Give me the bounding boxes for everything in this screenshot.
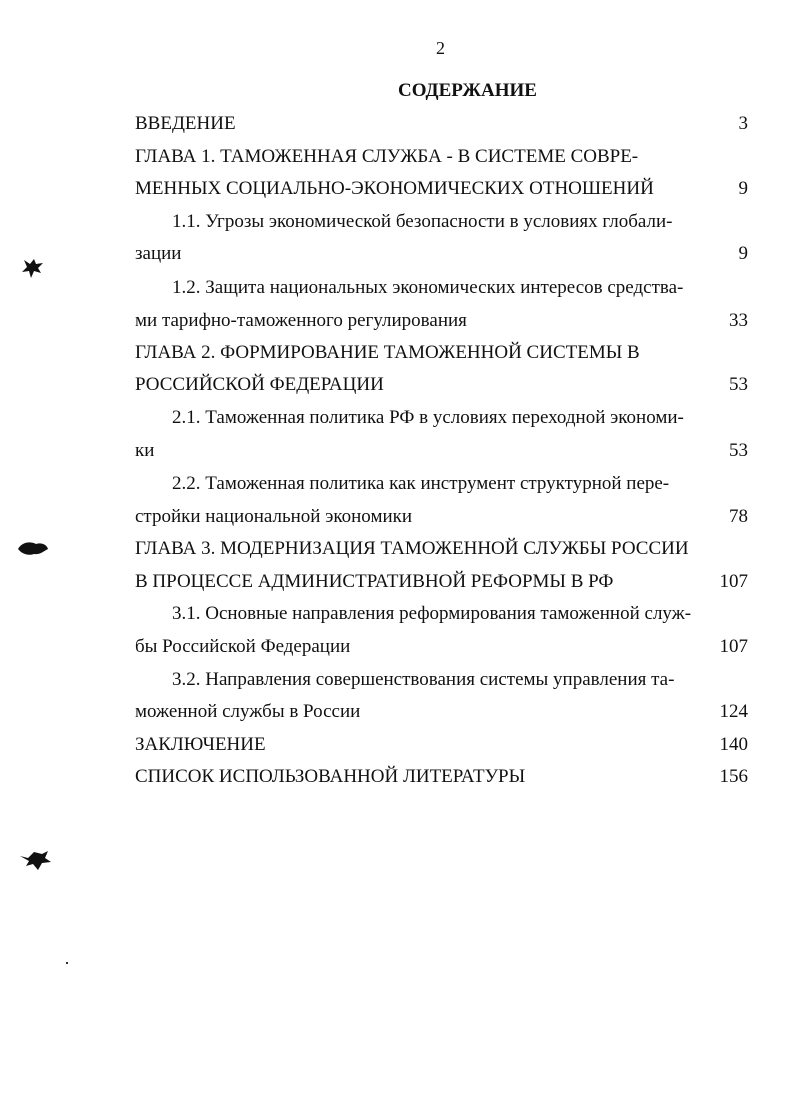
toc-entry-title-line1: 1.2. Защита национальных экономических интересов средства-	[172, 277, 684, 298]
toc-entry-page: 9	[738, 243, 748, 264]
toc-entry-title-line2: ки	[135, 440, 155, 461]
toc-entry-page: 9	[738, 178, 748, 199]
ink-blot-icon	[16, 538, 50, 560]
toc-entry-title-line1: ГЛАВА 2. ФОРМИРОВАНИЕ ТАМОЖЕННОЙ СИСТЕМЫ В	[135, 342, 640, 363]
toc-entry-title-line2: ми тарифно-таможенного регулирования	[135, 310, 467, 331]
toc-entry-page: 78	[729, 506, 748, 527]
toc-entry-title: СПИСОК ИСПОЛЬЗОВАННОЙ ЛИТЕРАТУРЫ	[135, 766, 526, 787]
scan-speck	[66, 962, 68, 964]
toc-entry-title-line2: бы Российской Федерации	[135, 636, 351, 657]
toc-entry-page: 33	[729, 310, 748, 331]
toc-entry-title-line1: ГЛАВА 1. ТАМОЖЕННАЯ СЛУЖБА - В СИСТЕМЕ СОВРЕ-	[135, 146, 639, 167]
toc-entry-title: ВВЕДЕНИЕ	[135, 113, 236, 134]
toc-entry-page: 156	[719, 766, 748, 787]
toc-entry-page: 140	[719, 734, 748, 755]
toc-entry-title-line2: РОССИЙСКОЙ ФЕДЕРАЦИИ	[135, 374, 384, 395]
toc-entry-title-line1: 3.2. Направления совершенствования системы управления та-	[172, 669, 675, 690]
toc-entry-page: 107	[719, 636, 748, 657]
toc-entry-title-line1: 3.1. Основные направления реформирования таможенной служ-	[172, 603, 692, 624]
toc-entry-page: 53	[729, 440, 748, 461]
toc-entry-page: 124	[719, 701, 748, 722]
toc-entry-title: ЗАКЛЮЧЕНИЕ	[135, 734, 266, 755]
toc-entry-title-line2: зации	[135, 243, 182, 264]
toc-entry-page: 3	[738, 113, 748, 134]
toc-entry-page: 53	[729, 374, 748, 395]
toc-entry-title-line2: В ПРОЦЕССЕ АДМИНИСТРАТИВНОЙ РЕФОРМЫ В РФ	[135, 571, 614, 592]
toc-entry-page: 107	[719, 571, 748, 592]
toc-entry-title-line2: МЕННЫХ СОЦИАЛЬНО-ЭКОНОМИЧЕСКИХ ОТНОШЕНИЙ	[135, 178, 654, 199]
toc-entry-title-line2: стройки национальной экономики	[135, 506, 413, 527]
toc-entry-title-line1: 2.1. Таможенная политика РФ в условиях переходной экономи-	[172, 407, 684, 428]
toc-entry-title-line1: ГЛАВА 3. МОДЕРНИЗАЦИЯ ТАМОЖЕННОЙ СЛУЖБЫ РОССИИ	[135, 538, 689, 559]
toc-entry-title-line1: 2.2. Таможенная политика как инструмент структурной пере-	[172, 473, 670, 494]
page-title: СОДЕРЖАНИЕ	[398, 80, 537, 101]
toc-entry-title-line2: моженной службы в России	[135, 701, 361, 722]
ink-blot-icon	[18, 848, 54, 874]
page-number: 2	[436, 38, 445, 58]
toc-entry-title-line1: 1.1. Угрозы экономической безопасности в условиях глобали-	[172, 211, 673, 232]
ink-blot-icon	[18, 256, 46, 282]
